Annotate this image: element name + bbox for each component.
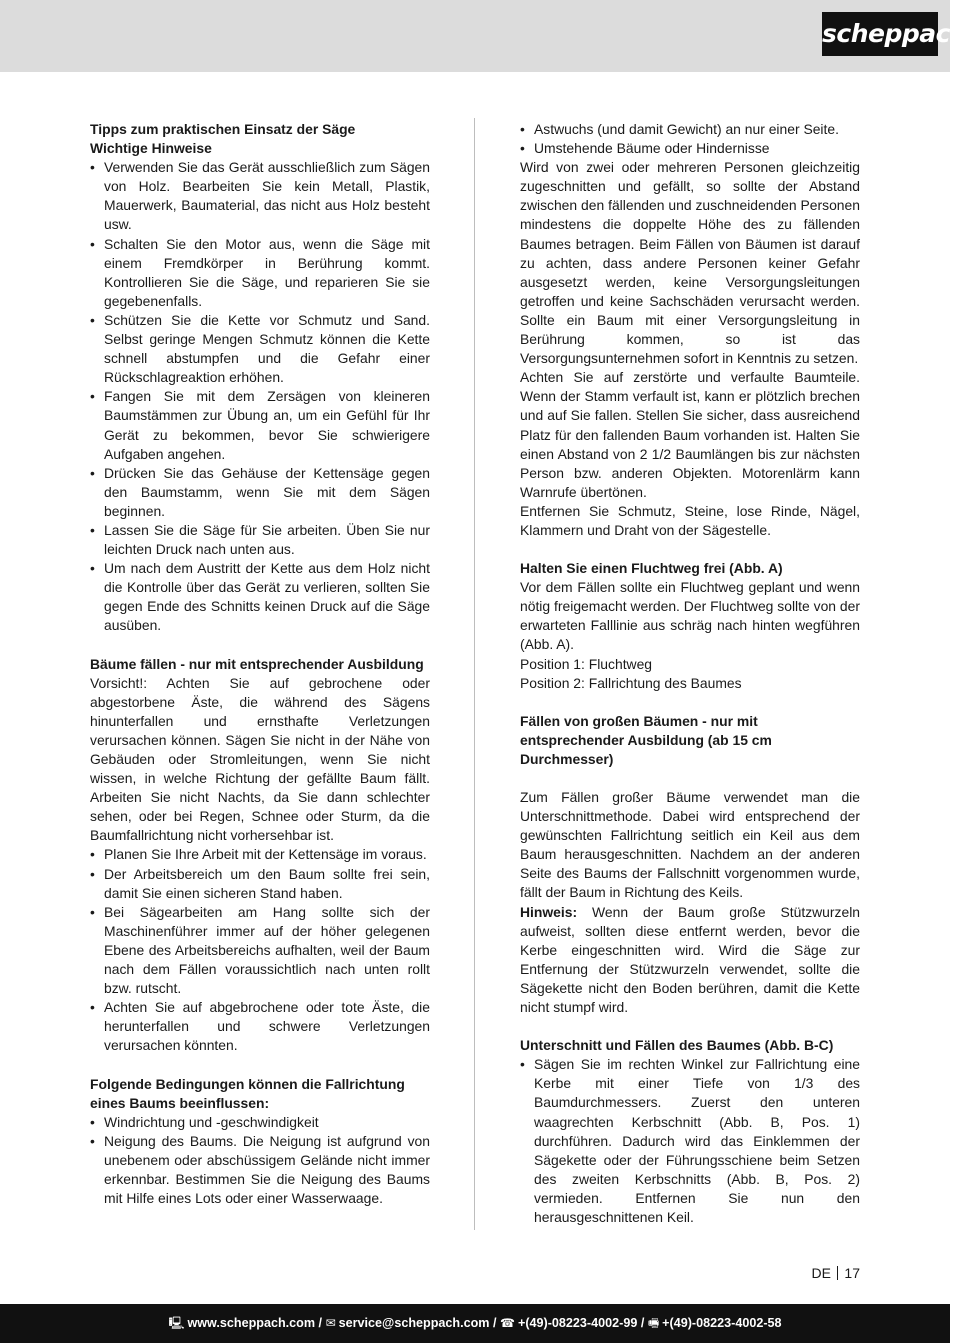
scheppach-logo: scheppach [822,12,938,56]
computer-icon: 🖳 [168,1316,185,1330]
tips-list [90,158,430,635]
felling-list [90,845,430,1055]
list-item: • Planen Sie Ihre Arbeit mit der Kettensäge im voraus. [90,845,430,864]
list-item: • Umstehende Bäume oder Hindernisse [520,139,860,158]
language-code: DE [811,1265,831,1281]
footer-phone[interactable]: +(49)-08223-4002-99 / [517,1316,645,1330]
list-item: • Der Arbeitsbereich um den Baum sollte frei sein, damit Sie einen sicheren Stand haben. [90,865,430,903]
list-item: • Windrichtung und -geschwindigkeit [90,1113,430,1132]
list-item: • Drücken Sie das Gehäuse der Kettensäge gegen den Baumstamm, wenn Sie mit dem Sägen beginnen. [90,464,430,521]
right-column [520,120,860,1227]
hint-label: Hinweis: [520,903,578,920]
section-heading-escape-route: Halten Sie einen Fluchtweg frei (Abb. A) [520,560,783,577]
header-bar [0,0,967,72]
left-column [90,120,430,1208]
hint-paragraph [520,903,860,1018]
section-heading-large-trees: Fällen von großen Bäumen - nur mit entsprechender Ausbildung (ab 15 cm Durchmesser) [520,712,772,767]
list-item: • Astwuchs (und damit Gewicht) an nur einer Seite. [520,120,860,139]
mail-icon: ✉ [325,1316,336,1330]
caution-paragraph: Vorsicht!: Achten Sie auf gebrochene oder abgestorbene Äste, die während des Sägens hinunterfallen und ernsthafte Verletzungen verursachen können. Sägen Sie nicht in der Nähe von Gebäuden oder Stromleitungen, wenn Sie nicht wissen, in welche Richtung der gefällte Baum fällt. Arbeiten Sie nicht Nachts, da Sie dann schlechter sehen, oder bei Regen, Schnee oder Sturm, da die Baumfallrichtung nicht vorhersehbar ist. [90,674,430,844]
list-item: • Um nach dem Austritt der Kette aus dem Holz nicht die Kontrolle über das Gerät zu verlieren, sollten Sie gegen Ende des Schnitts keinen Druck auf die Säge ausüben. [90,559,430,635]
undercut-list [520,1055,860,1227]
section-heading-undercut: Unterschnitt und Fällen des Baumes (Abb. B-C) [520,1037,834,1054]
list-item: • Lassen Sie die Säge für Sie arbeiten. Üben Sie nur leichten Druck nach unten aus. [90,521,430,559]
list-item: • Schalten Sie den Motor aus, wenn die Säge mit einem Fremdkörper in Berührung kommt. Kontrollieren Sie die Säge, und reparieren Sie sie gegebenenfalls. [90,235,430,311]
footer-bar [0,1304,950,1343]
position-2: Position 2: Fallrichtung des Baumes [520,674,742,691]
footer-website[interactable]: www.scheppach.com / [187,1316,323,1330]
phone-icon: ☎ [500,1316,515,1330]
escape-route-paragraph: Vor dem Fällen sollte ein Fluchtweg geplant und wenn nötig freigemacht werden. Der Fluchtweg sollte von der erwarteten Falllinie aus schräg nach hinten wegführen (Abb. A). [520,579,860,653]
list-item: • Fangen Sie mit dem Zersägen von kleineren Baumstämmen zur Übung an, um ein Gefühl für Ihr Gerät zu bekommen, bevor Sie schwierigere Aufgaben angehen. [90,387,430,463]
hint-text: Wenn der Baum große Stützwurzeln aufweist, sollten diese entfernt werden, bevor die Kerbe eingeschnitten wird. Wird die Säge zur Entfernung der Stützwurzeln verwendet, sollte die Sägekette nicht den Boden berühren, damit die Kette nicht stumpf wird. [520,903,860,1016]
fax-icon: 🖷 [647,1316,660,1330]
page-number-separator [837,1266,839,1280]
footer-email[interactable]: service@scheppach.com / [338,1316,497,1330]
column-divider [474,118,475,1230]
section-heading-tips: Tipps zum praktischen Einsatz der Säge [90,121,356,137]
rotten-parts-paragraph: Achten Sie auf zerstörte und verfaulte Baumteile. Wenn der Stamm verfault ist, kann er plötzlich brechen und auf Sie fallen. Stellen Sie sicher, dass ausreichend Platz für den fallenden Baum vorhanden ist. Halten Sie einen Abstand von 2 1/2 Baumlängen bis zur nächsten Person bzw. anderen Objekten. Motorenlärm kann Warnrufe übertönen. [520,369,860,500]
list-item: • Neigung des Baums. Die Neigung ist aufgrund von unebenem oder abschüssigem Gelände nicht immer erkennbar. Bestimmen Sie die Neigung des Baums mit Hilfe eines Lots oder einer Wasserwaage. [90,1132,430,1208]
section-heading-felling: Bäume fällen - nur mit entsprechender Ausbildung [90,655,424,672]
conditions-list-continued [520,120,860,158]
page-number-value: 17 [844,1265,860,1281]
position-1: Position 1: Fluchtweg [520,655,653,672]
subheading-hints: Wichtige Hinweise [90,140,212,157]
list-item: • Verwenden Sie das Gerät ausschließlich zum Sägen von Holz. Bearbeiten Sie kein Metall, Plastik, Mauerwerk, Baumaterial, das nicht aus Holz besteht usw. [90,158,430,234]
clear-site-paragraph: Entfernen Sie Schmutz, Steine, lose Rinde, Nägel, Klammern und Draht von der Sägestelle. [520,502,860,538]
page-number [811,1265,860,1281]
list-item: • Sägen Sie im rechten Winkel zur Fallrichtung eine Kerbe mit einer Tiefe von 1/3 des Baumdurchmessers. Zuerst den unteren waagrechten Kerbschnitt (Abb. B, Pos. 1) durchführen. Dadurch wird das Einklemmen der Sägekette oder der Führungsschiene beim Setzen des zweiten Kerbschnitts (Abb. B, Pos. 2) vermieden. Entfernen Sie nun den herausgeschnittenen Keil. [520,1055,860,1227]
list-item: • Bei Sägearbeiten am Hang sollte sich der Maschinenführer immer auf der höher gelegenen Ebene des Arbeitsbereichs aufhalten, weil der Baum nach dem Fällen voraussichtlich nach unten rollt bzw. rutscht. [90,903,430,998]
list-item: • Achten Sie auf abgebrochene oder tote Äste, die herunterfallen und schwere Verletzungen verursachen könnten. [90,998,430,1055]
conditions-list [90,1113,430,1208]
footer-fax: +(49)-08223-4002-58 [662,1316,782,1330]
list-item: • Schützen Sie die Kette vor Schmutz und Sand. Selbst geringe Mengen Schmutz können die Kette schnell abstumpfen und die Gefahr einer Rückschlagreaktion erhöhen. [90,311,430,387]
section-heading-conditions: Folgende Bedingungen können die Fallrichtung eines Baums beeinflussen: [90,1075,405,1111]
distance-paragraph: Wird von zwei oder mehreren Personen gleichzeitig zugeschnitten und gefällt, so sollte der Abstand zwischen den fällenden und zuschneidenden Personen mindestens die doppelte Höhe des zu fällenden Baumes betragen. Beim Fällen von Bäumen ist darauf zu achten, dass andere Personen keiner Gefahr ausgesetzt werden, keine Versorgungsleitungen getroffen und keine Sachschäden verursacht werden. Sollte ein Baum mit einer Versorgungsleitung in Berührung kommen, so ist das Versorgungsunternehmen sofort in Kenntnis zu setzen. [520,159,860,367]
undercut-method-paragraph: Zum Fällen großer Bäume verwendet man die Unterschnittmethode. Dabei wird entsprechend der gewünschten Fallrichtung seitlich ein Keil aus dem Baum herausgeschnitten. Nachdem an der anderen Seite des Baums der Fallschnitt vorgenommen wurde, fällt der Baum in Richtung des Keils. [520,789,860,901]
